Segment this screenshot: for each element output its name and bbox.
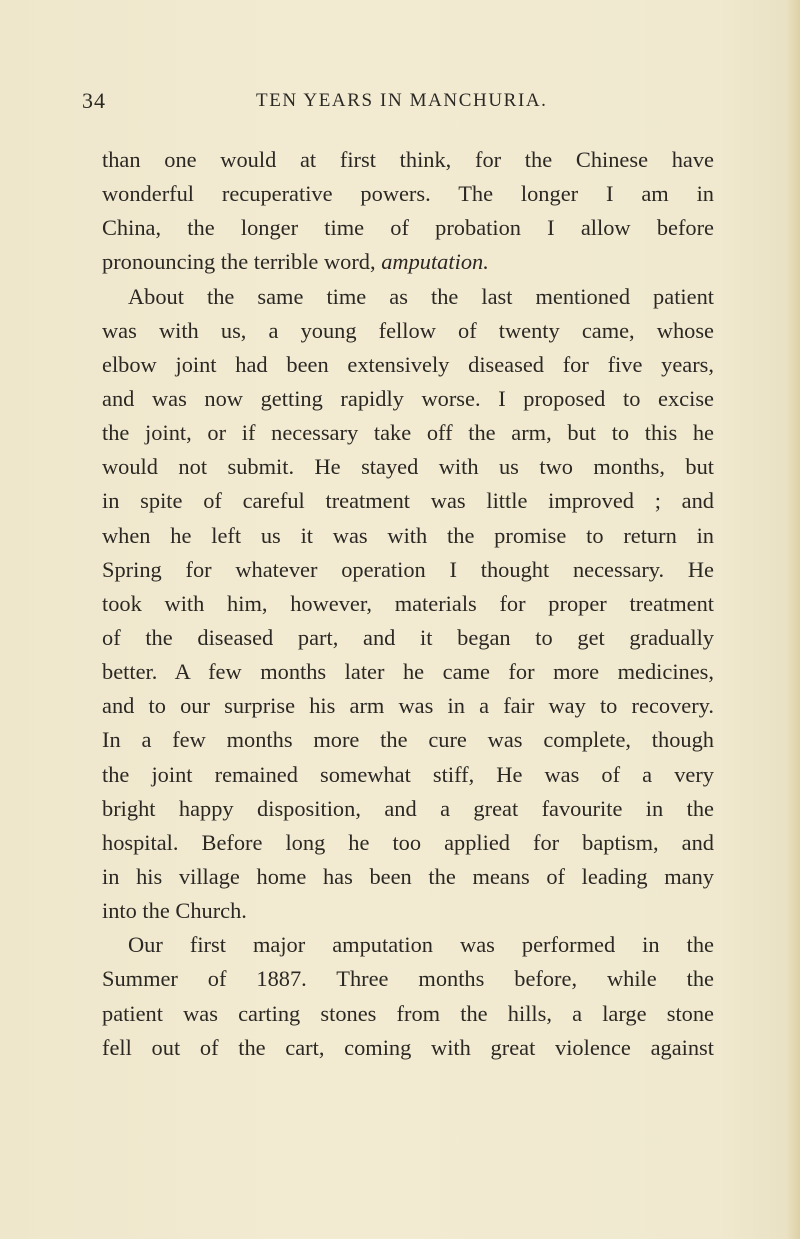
text-line: was with us, a young fellow of twenty came, whose: [102, 317, 714, 343]
text-line: fell out of the cart, coming with great violence against: [102, 1034, 714, 1060]
text-line: China, the longer time of probation I allow before: [102, 215, 714, 241]
text-line: took with him, however, materials for proper treatment: [102, 590, 714, 616]
page-edge-shadow: [786, 0, 800, 1239]
text-line: the joint, or if necessary take off the arm, but to this he: [102, 420, 714, 446]
text-line: into the Church.: [102, 898, 247, 924]
emphasized-word: amputation.: [381, 249, 489, 275]
text-line: in spite of careful treatment was little improved ; and: [102, 488, 714, 514]
text-line: patient was carting stones from the hills, a large stone: [102, 1000, 714, 1026]
text-line: Spring for whatever operation I thought necessary. He: [102, 556, 714, 582]
running-head: TEN YEARS IN MANCHURIA.: [256, 90, 548, 111]
text-line: bright happy disposition, and a great favourite in the: [102, 795, 714, 821]
page-header: [0, 88, 800, 118]
text-line: In a few months more the cure was complete, though: [102, 727, 714, 753]
text-line: better. A few months later he came for more medicines,: [102, 659, 714, 685]
text-line: wonderful recuperative powers. The longer I am in: [102, 181, 714, 207]
text-line: elbow joint had been extensively diseased for five years,: [102, 351, 714, 377]
text-line: and was now getting rapidly worse. I proposed to excise: [102, 385, 714, 411]
text-line: hospital. Before long he too applied for baptism, and: [102, 829, 714, 855]
page-number: 34: [82, 88, 106, 113]
text-line: Our first major amputation was performed in the: [128, 932, 714, 958]
text-line: of the diseased part, and it began to get gradually: [102, 624, 714, 650]
text-line: and to our surprise his arm was in a fair way to recovery.: [102, 693, 714, 719]
text-line: the joint remained somewhat stiff, He was of a very: [102, 761, 714, 787]
text-line: Summer of 1887. Three months before, while the: [102, 966, 714, 992]
text-line: About the same time as the last mentioned patient: [128, 283, 714, 309]
text-line: when he left us it was with the promise to return in: [102, 522, 714, 548]
text-segment: pronouncing the terrible word,: [102, 249, 376, 275]
body-text: [102, 143, 714, 1065]
text-line: than one would at first think, for the Chinese have: [102, 147, 714, 172]
text-line: [102, 245, 714, 279]
text-line: would not submit. He stayed with us two months, but: [102, 454, 714, 480]
text-line: in his village home has been the means of leading many: [102, 863, 714, 889]
